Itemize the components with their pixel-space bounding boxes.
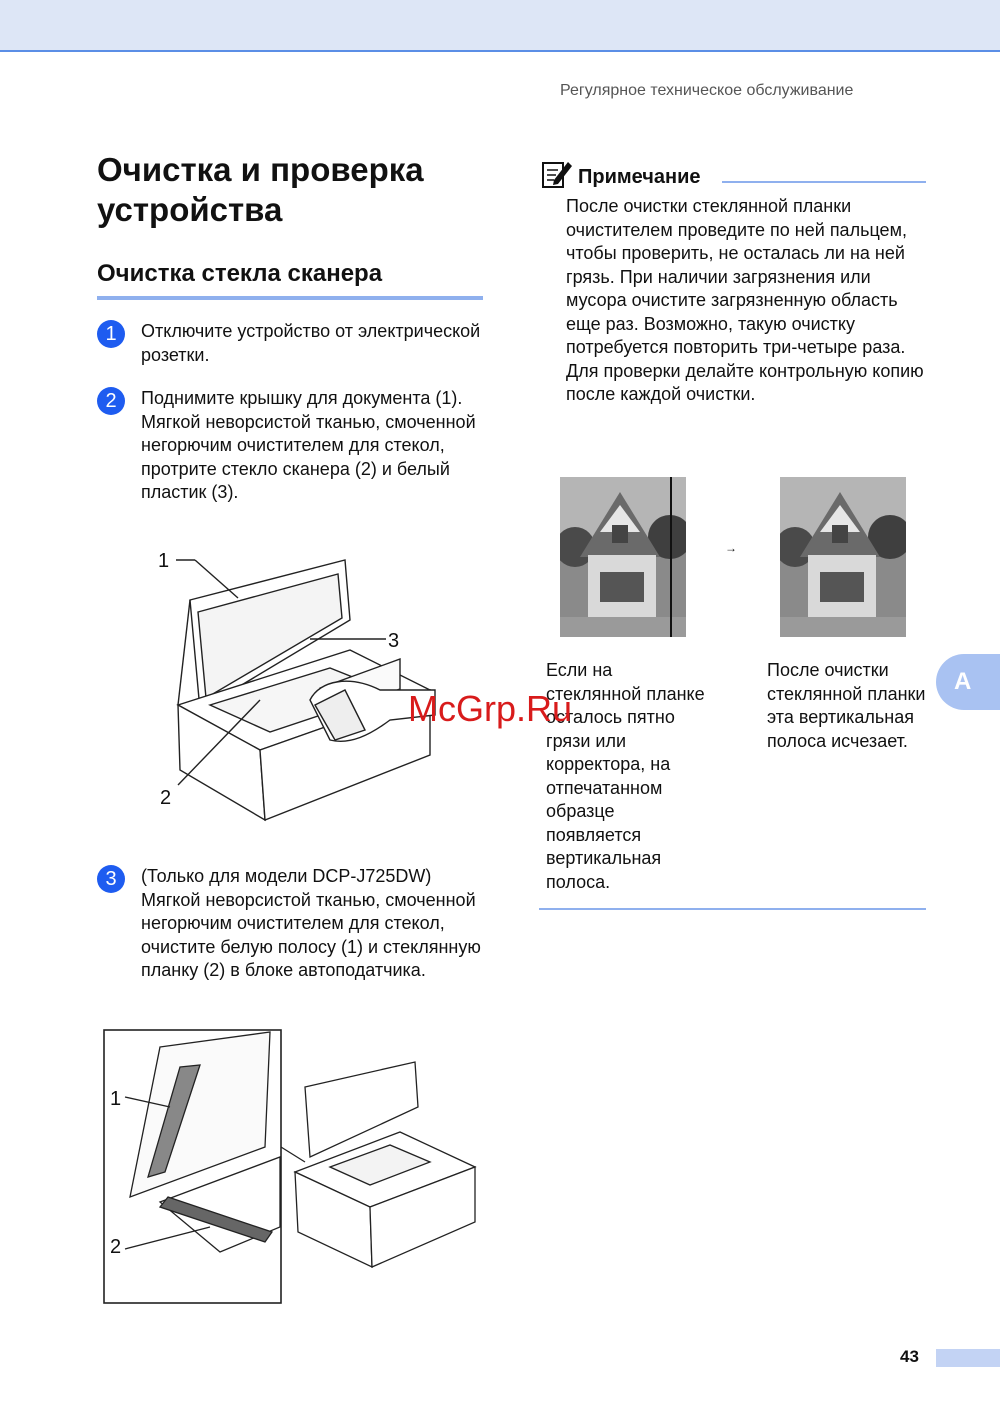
callout-label: 2 — [160, 787, 172, 809]
watermark-text: McGrp.Ru — [408, 688, 573, 729]
callout-label: 2 — [110, 1236, 122, 1258]
arrow-right-icon: → — [725, 541, 737, 555]
page-number-tab — [936, 1349, 1000, 1367]
caption-after-cleaning: После очистки стеклянной планки эта вертикальная полоса исчезает. — [767, 660, 926, 751]
section-subtitle: Очистка стекла сканера — [97, 260, 483, 300]
adf-cleaning-illustration — [100, 1027, 480, 1307]
sample-copy-clean-image — [780, 477, 906, 637]
top-header-band — [0, 0, 1000, 52]
step-number-badge: 1 — [97, 320, 125, 348]
note-title-rule — [722, 181, 926, 183]
page-number: 43 — [900, 1347, 919, 1366]
note-bottom-rule — [539, 908, 926, 910]
note-text: После очистки стеклянной планки очистителем проведите по ней пальцем, чтобы проверить, не осталась ли на ней грязь. При наличии загрязнения или мусора очистите загрязненную область еще раз. Возможно, такую очистку потребуется повторить три-четыре раза. Для проверки делайте контрольную копию после каждой очистки. — [566, 196, 924, 404]
callout-label: 1 — [110, 1088, 122, 1110]
step-text: (Только для модели DCP-J725DW) Мягкой неворсистой тканью, смоченной негорючим очистителем для стекол, очистите белую полосу (1) и стеклянную планку (2) в блоке автоподатчика. — [141, 866, 481, 980]
sample-copy-with-streak-image — [560, 477, 686, 637]
scanner-cleaning-illustration — [150, 540, 450, 830]
note-pencil-icon — [540, 158, 574, 190]
callout-label: 3 — [388, 630, 400, 652]
step-number-badge: 2 — [97, 387, 125, 415]
page-title: Очистка и проверка устройства — [97, 151, 424, 228]
note-header — [540, 158, 926, 192]
running-header: Регулярное техническое обслуживание — [560, 82, 854, 99]
callout-label: 1 — [158, 550, 170, 572]
note-title: Примечание — [578, 166, 701, 188]
step-text: Отключите устройство от электрической розетки. — [141, 321, 481, 365]
step-text: Поднимите крышку для документа (1). Мягкой неворсистой тканью, смоченной негорючим очистителем для стекол, протрите стекло сканера (2) и белый пластик (3). — [141, 388, 476, 502]
appendix-side-tab: A — [936, 654, 1000, 710]
caption-before-cleaning: Если на стеклянной планке осталось пятно грязи или корректора, на отпечатанном образце появляется вертикальная полоса. — [546, 660, 705, 892]
step-number-badge: 3 — [97, 865, 125, 893]
